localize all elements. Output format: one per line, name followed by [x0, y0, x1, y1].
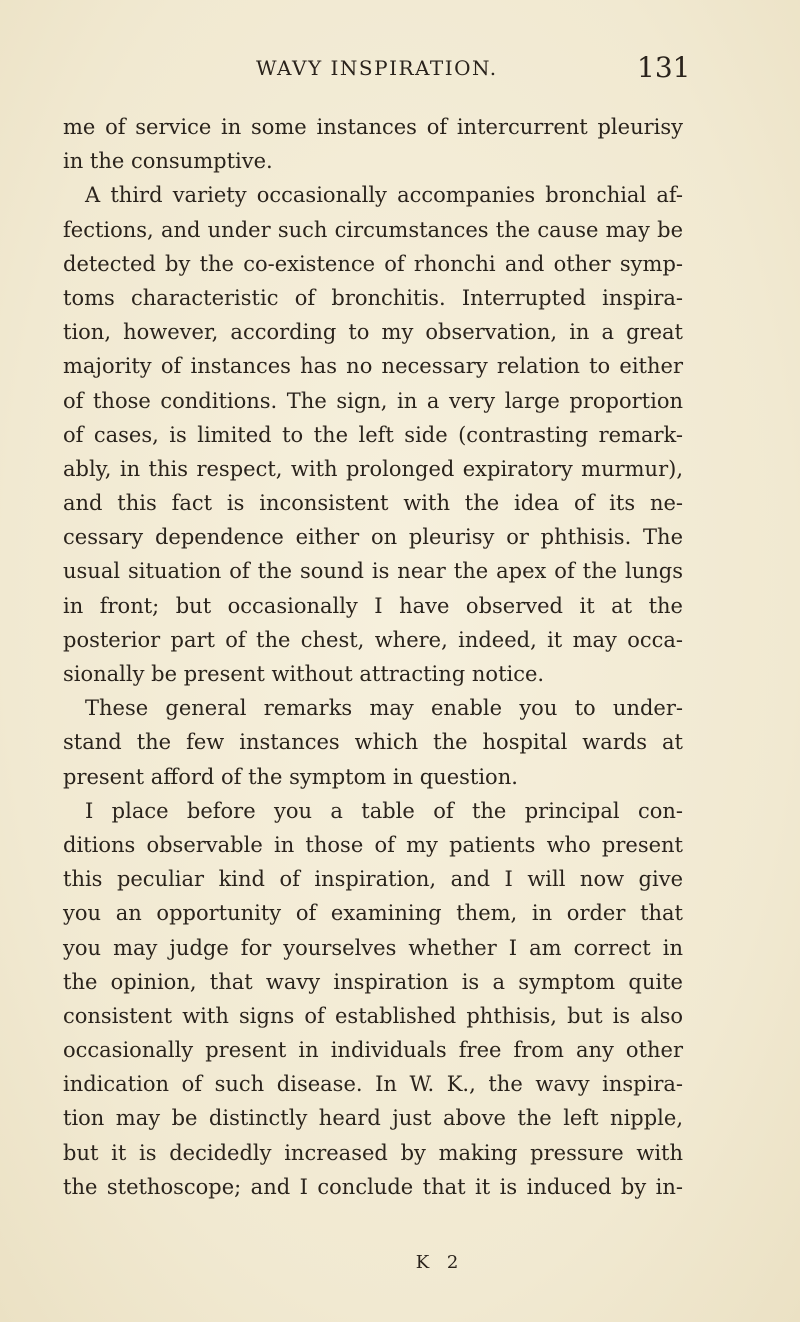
text-line: me of service in some instances of intercurrent pleurisy [63, 115, 683, 139]
text-line: and this fact is inconsistent with the idea of its ne- [63, 491, 683, 516]
text-line: posterior part of the chest, where, indeed, it may occa- [63, 627, 683, 652]
text-line: consistent with signs of established phthisis, but is also [63, 1003, 683, 1028]
text-line: occasionally present in individuals free from any other [63, 1038, 683, 1063]
text-line: stand the few instances which the hospital wards at [63, 730, 683, 755]
text-line: sionally be present without attracting notice. [63, 662, 545, 686]
text-line: the opinion, that wavy inspiration is a symptom quite [63, 969, 683, 994]
text-line: toms characteristic of bronchitis. Interrupted inspira- [63, 285, 683, 310]
text-line: tion, however, according to my observation, in a great [63, 320, 683, 345]
text-line: fections, and under such circumstances the cause may be [63, 217, 683, 242]
text-line: I place before you a table of the principal con- [85, 798, 683, 823]
text-line: you may judge for yourselves whether I am correct in [63, 935, 683, 960]
text-line: but it is decidedly increased by making pressure with [63, 1140, 683, 1165]
text-line: majority of instances has no necessary relation to either [63, 354, 683, 379]
text-line: ditions observable in those of my patients who present [63, 832, 683, 857]
running-head [0, 51, 800, 91]
text-line: in the consumptive. [63, 149, 273, 174]
page-number: 131 [637, 51, 691, 84]
text-line: in front; but occasionally I have observed it at the [63, 593, 683, 618]
text-line: of cases, is limited to the left side (contrasting remark- [63, 422, 683, 447]
text-line: tion may be distinctly heard just above the left nipple, [63, 1106, 683, 1131]
text-line: ably, in this respect, with prolonged expiratory murmur), [63, 456, 683, 481]
signature-mark: K 2 [415, 1252, 465, 1273]
text-line: detected by the co-existence of rhonchi and other symp- [63, 251, 683, 276]
text-line: cessary dependence either on pleurisy or phthisis. The [63, 525, 683, 550]
running-title: WAVY INSPIRATION. [256, 56, 498, 80]
text-line: indication of such disease. In W. K., the wavy inspira- [63, 1072, 683, 1097]
body-text [63, 110, 683, 1204]
text-line: A third variety occasionally accompanies bronchial af- [85, 183, 683, 208]
text-line: present afford of the symptom in question. [63, 764, 518, 789]
text-line: you an opportunity of examining them, in order that [63, 901, 683, 926]
text-line: usual situation of the sound is near the apex of the lungs [63, 559, 683, 584]
text-line: of those conditions. The sign, in a very large proportion [63, 388, 683, 413]
text-line: this peculiar kind of inspiration, and I will now give [63, 867, 683, 892]
text-line: These general remarks may enable you to under- [85, 696, 683, 721]
text-line: the stethoscope; and I conclude that it is induced by in- [63, 1174, 683, 1199]
